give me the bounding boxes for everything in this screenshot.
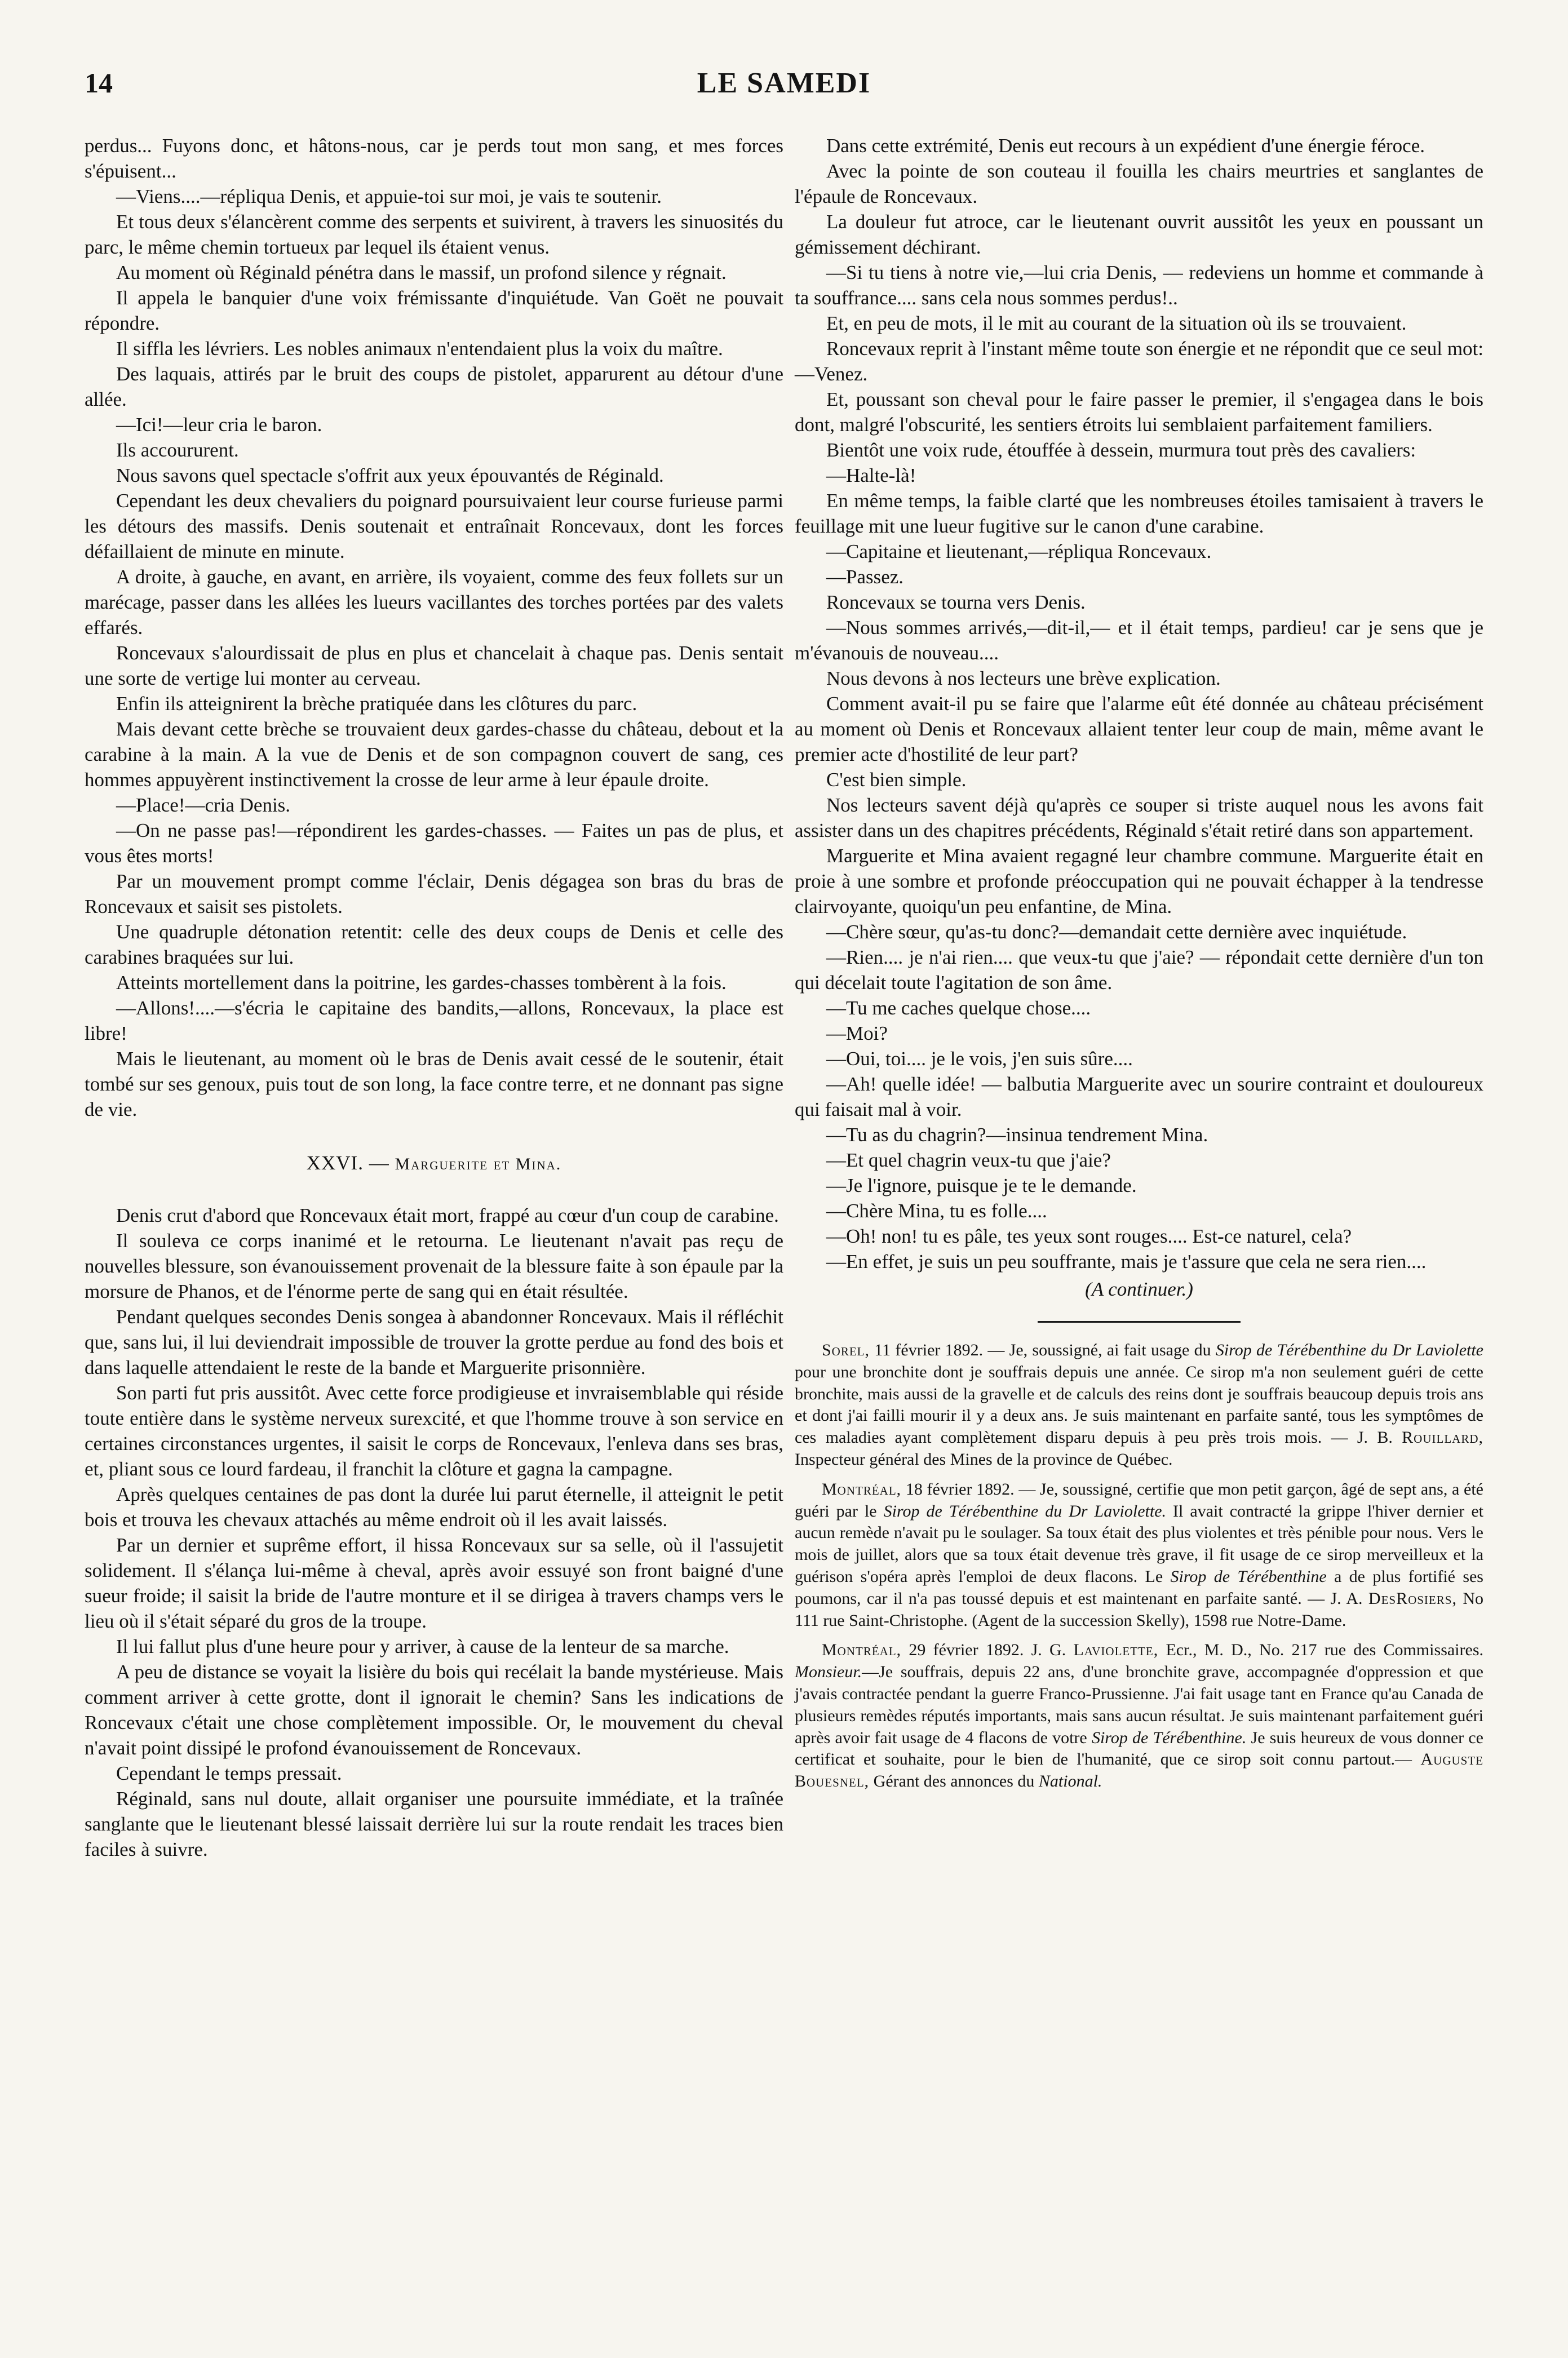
story-paragraph: Et, en peu de mots, il le mit au courant de la situation où ils se trouvaient.	[826, 312, 1407, 334]
story-paragraph: —Allons!....—s'écria le capitaine des bandits,—allons, Roncevaux, la place est libre!	[85, 997, 783, 1044]
story-paragraph: —Nous sommes arrivés,—dit-il,— et il était temps, pardieu! car je sens que je m'évanouis de nouveau....	[795, 617, 1483, 664]
story-paragraph: Mais le lieutenant, au moment où le bras de Denis avait cessé de le soutenir, était tombé sur ses genoux, puis tout de son long, la face contre terre, et ne donnant pas signe de vie.	[85, 1048, 783, 1120]
story-paragraph: Bientôt une voix rude, étouffée à dessein, murmura tout près des cavaliers:	[826, 439, 1416, 461]
story-paragraph: —Passez.	[826, 566, 904, 588]
story-paragraph: La douleur fut atroce, car le lieutenant ouvrit aussitôt les yeux en poussant un gémissement déchirant.	[795, 211, 1483, 258]
story-paragraph: Il appela le banquier d'une voix frémissante d'inquiétude. Van Goët ne pouvait répondre.	[85, 287, 783, 334]
story-paragraph: Nous savons quel spectacle s'offrit aux yeux épouvantés de Réginald.	[116, 464, 664, 486]
story-paragraph: —Chère Mina, tu es folle....	[826, 1200, 1047, 1222]
story-paragraph: En même temps, la faible clarté que les nombreuses étoiles tamisaient à travers le feuillage mit une lueur fugitive sur le canon d'une carabine.	[795, 490, 1483, 537]
page-number: 14	[85, 67, 113, 99]
story-paragraph: Roncevaux reprit à l'instant même toute son énergie et ne répondit que ce seul mot:—Venez.	[795, 338, 1483, 385]
story-paragraph: Pendant quelques secondes Denis songea à abandonner Roncevaux. Mais il réfléchit que, sans lui, il lui deviendrait impossible de trouver la grotte perdue au fond des bois et dans laquelle attendaient le reste de la bande et Marguerite prisonnière.	[85, 1306, 783, 1379]
story-paragraph: Marguerite et Mina avaient regagné leur chambre commune. Marguerite était en proie à une sombre et profonde préoccupation qui ne pouvait échapper à la tendresse clairvoyante, quoiqu'un peu enfantine, de Mina.	[795, 845, 1483, 918]
story-text-before-chapter	[85, 133, 783, 1122]
story-paragraph: —Oh! non! tu es pâle, tes yeux sont rouges.... Est-ce naturel, cela?	[826, 1225, 1352, 1247]
to-be-continued: (A continuer.)	[1085, 1278, 1193, 1300]
story-paragraph: Réginald, sans nul doute, allait organiser une poursuite immédiate, et la traînée sanglante que le lieutenant blessé laissait derrière lui sur la route rendait les traces bien faciles à suivre.	[85, 1788, 783, 1860]
story-paragraph: Enfin ils atteignirent la brèche pratiquée dans les clôtures du parc.	[116, 693, 637, 715]
page-header	[85, 67, 1483, 117]
story-paragraph: Son parti fut pris aussitôt. Avec cette force prodigieuse et invraisemblable qui réside toute entière dans le système nerveux surexcité, et que l'homme trouve à son service en certaines circonstances urgentes, il saisit le corps de Roncevaux, l'enleva dans ses bras, et, pliant sous ce lourd fardeau, il franchit la clôture et gagna la campagne.	[85, 1382, 783, 1480]
story-paragraph: Nous devons à nos lecteurs une brève explication.	[826, 667, 1221, 689]
story-paragraph: —Viens....—répliqua Denis, et appuie-toi sur moi, je vais te soutenir.	[116, 185, 662, 207]
story-text-continued	[795, 133, 1483, 1274]
left-column	[85, 133, 783, 1862]
story-paragraph: Roncevaux se tourna vers Denis.	[826, 591, 1086, 613]
story-paragraph: —Halte-là!	[826, 464, 916, 486]
story-paragraph: —On ne passe pas!—répondirent les gardes-chasses. — Faites un pas de plus, et vous êtes morts!	[85, 819, 783, 867]
story-paragraph: —Capitaine et lieutenant,—répliqua Roncevaux.	[826, 540, 1212, 562]
story-paragraph: A droite, à gauche, en avant, en arrière, ils voyaient, comme des feux follets sur un marécage, passer dans les allées les lueurs vacillantes des torches portées par des valets effarés.	[85, 566, 783, 639]
story-paragraph: Après quelques centaines de pas dont la durée lui parut éternelle, il atteignit le petit bois et trouva les chevaux attachés au même endroit où il les avait laissés.	[85, 1483, 783, 1531]
story-paragraph: Ils accoururent.	[116, 439, 239, 461]
story-paragraph: —Rien.... je n'ai rien.... que veux-tu que j'aie? — répondait cette dernière d'un ton qui décelait toute l'agitation de son âme.	[795, 946, 1483, 994]
right-column	[795, 133, 1483, 1793]
story-text-after-chapter	[85, 1203, 783, 1862]
story-paragraph: —En effet, je suis un peu souffrante, mais je t'assure que cela ne sera rien....	[826, 1251, 1427, 1273]
chapter-title: Marguerite et Mina.	[395, 1155, 562, 1173]
story-paragraph: Dans cette extrémité, Denis eut recours à un expédient d'une énergie féroce.	[826, 135, 1425, 157]
story-paragraph: Atteints mortellement dans la poitrine, les gardes-chasses tombèrent à la fois.	[116, 972, 727, 994]
story-paragraph: —Tu as du chagrin?—insinua tendrement Mina.	[826, 1124, 1208, 1146]
story-paragraph: Il lui fallut plus d'une heure pour y arriver, à cause de la lenteur de sa marche.	[116, 1635, 729, 1657]
story-paragraph: Il siffla les lévriers. Les nobles animaux n'entendaient plus la voix du maître.	[116, 338, 723, 360]
story-paragraph: —Ici!—leur cria le baron.	[116, 414, 322, 436]
story-paragraph: Et tous deux s'élancèrent comme des serpents et suivirent, à travers les sinuosités du parc, le même chemin tortueux par lequel ils étaient venus.	[85, 211, 783, 258]
syrup-advertisement	[795, 1340, 1483, 1793]
story-paragraph: Une quadruple détonation retentit: celle des deux coups de Denis et celle des carabines braquées sur lui.	[85, 921, 783, 968]
testimonial-sorel: Sorel, 11 février 1892. — Je, soussigné, ai fait usage du Sirop de Térébenthine du Dr Laviolette pour une bronchite dont je souffrais depuis une année. Ce sirop m'a non seulement guéri de cette bronchite, mais aussi de la gravelle et de calculs des reins dont je souffrais beaucoup depuis trois ans et dont j'ai failli mourir il y a deux ans. Je suis maintenant en parfaite santé, tous les symptômes de ces maladies ayant complètement disparu depuis à peu près trois mois. — J. B. Rouillard, Inspecteur général des Mines de la province de Québec.	[795, 1341, 1483, 1469]
story-paragraph: Il souleva ce corps inanimé et le retourna. Le lieutenant n'avait pas reçu de nouvelles blessure, son évanouissement provenait de la blessure faite à son épaule par la morsure de Phanos, et de l'énorme perte de sang qui en était résultée.	[85, 1230, 783, 1302]
story-paragraph: Comment avait-il pu se faire que l'alarme eût été donnée au château précisément au moment où Denis et Roncevaux allaient tenter leur coup de main, même avant le premier acte d'hostilité de leur part?	[795, 693, 1483, 765]
story-paragraph: —Si tu tiens à notre vie,—lui cria Denis, — redeviens un homme et commande à ta souffrance.... sans cela nous sommes perdus!..	[795, 261, 1483, 309]
story-paragraph: Mais devant cette brèche se trouvaient deux gardes-chasse du château, debout et la carabine à la main. A la vue de Denis et de son compagnon couvert de sang, ces hommes appuyèrent instinctivement la crosse de leur arme à leur épaule droite.	[85, 718, 783, 791]
chapter-heading	[85, 1150, 783, 1177]
story-paragraph: Par un dernier et suprême effort, il hissa Roncevaux sur sa selle, où il l'assujetit solidement. Il s'élança lui-même à cheval, après avoir essuyé son front baigné d'une sueur froide; il saisit la bride de l'autre monture et il se dirigea à travers champs vers le lieu où il s'était séparé du gros de la troupe.	[85, 1534, 783, 1632]
testimonial-montreal-1: Montréal, 18 février 1892. — Je, soussigné, certifie que mon petit garçon, âgé de sept ans, a été guéri par le Sirop de Térébenthine du Dr Laviolette. Il avait contracté la grippe l'hiver dernier et aucun remède n'avait pu le soulager. Sa toux était des plus violentes et très pénible pour nous. Vers le mois de juillet, alors que sa toux était devenue très grave, il fit usage de ce sirop merveilleux et la guérison s'opéra après l'emploi de deux flacons. Le Sirop de Térébenthine a de plus fortifié ses poumons, car il n'a pas toussé depuis et est maintenant en parfaite santé. — J. A. DesRosiers, No 111 rue Saint-Christophe. (Agent de la succession Skelly), 1598 rue Notre-Dame.	[795, 1479, 1483, 1630]
testimonial-montreal-2: Montréal, 29 février 1892. J. G. Laviolette, Ecr., M. D., No. 217 rue des Commissaires. Monsieur.—Je souffrais, depuis 22 ans, d'une bronchite grave, accompagnée d'oppression et que j'avais contractée pendant la guerre Franco-Prussienne. J'ai fait usage tant en France qu'au Canada de plusieurs remèdes réputés importants, mais sans aucun résultat. Je suis maintenant parfaitement guéri après avoir fait usage de 4 flacons de votre Sirop de Térébenthine. Je suis heureux de vous donner ce certificat et souhaite, pour le bien de l'humanité, que ce sirop soit connu partout.— Auguste Bouesnel, Gérant des annonces du National.	[795, 1641, 1483, 1791]
story-paragraph: perdus... Fuyons donc, et hâtons-nous, car je perds tout mon sang, et mes forces s'épuisent...	[85, 135, 783, 182]
story-paragraph: Et, poussant son cheval pour le faire passer le premier, il s'engagea dans le bois dont, malgré l'obscurité, les sentiers étroits lui semblaient parfaitement familiers.	[795, 388, 1483, 436]
story-paragraph: —Tu me caches quelque chose....	[826, 997, 1091, 1019]
story-paragraph: Des laquais, attirés par le bruit des coups de pistolet, apparurent au détour d'une allée.	[85, 363, 783, 410]
journal-title: LE SAMEDI	[697, 67, 871, 99]
story-paragraph: —Chère sœur, qu'as-tu donc?—demandait cette dernière avec inquiétude.	[826, 921, 1407, 943]
story-paragraph: C'est bien simple.	[826, 769, 967, 791]
section-divider	[1038, 1321, 1241, 1323]
story-paragraph: Au moment où Réginald pénétra dans le massif, un profond silence y régnait.	[116, 261, 727, 283]
story-paragraph: —Oui, toi.... je le vois, j'en suis sûre....	[826, 1048, 1133, 1070]
story-paragraph: Denis crut d'abord que Roncevaux était mort, frappé au cœur d'un coup de carabine.	[116, 1204, 779, 1226]
story-paragraph: A peu de distance se voyait la lisière du bois qui recélait la bande mystérieuse. Mais comment arriver à cette grotte, dont il ignorait le chemin? Sans les indications de Roncevaux c'était une chose complètement impossible. Or, le mouvement du cheval n'avait point dissipé le profond évanouissement de Roncevaux.	[85, 1661, 783, 1759]
story-paragraph: —Place!—cria Denis.	[116, 794, 291, 816]
story-paragraph: Cependant le temps pressait.	[116, 1762, 342, 1784]
story-paragraph: —Et quel chagrin veux-tu que j'aie?	[826, 1149, 1111, 1171]
chapter-number: XXVI. —	[306, 1152, 389, 1174]
story-paragraph: —Moi?	[826, 1022, 888, 1044]
story-paragraph: Roncevaux s'alourdissait de plus en plus et chancelait à chaque pas. Denis sentait une sorte de vertige lui monter au cerveau.	[85, 642, 783, 689]
story-paragraph: Cependant les deux chevaliers du poignard poursuivaient leur course furieuse parmi les détours des massifs. Denis soutenait et entraînait Roncevaux, dont les forces défaillaient de minute en minute.	[85, 490, 783, 562]
story-paragraph: Avec la pointe de son couteau il fouilla les chairs meurtries et sanglantes de l'épaule de Roncevaux.	[795, 160, 1483, 207]
story-paragraph: Par un mouvement prompt comme l'éclair, Denis dégagea son bras du bras de Roncevaux et saisit ses pistolets.	[85, 870, 783, 918]
story-paragraph: —Ah! quelle idée! — balbutia Marguerite avec un sourire contraint et douloureux qui faisait mal à voir.	[795, 1073, 1483, 1120]
story-paragraph: Nos lecteurs savent déjà qu'après ce souper si triste auquel nous les avons fait assister dans un des chapitres précédents, Réginald s'était retiré dans son appartement.	[795, 794, 1483, 841]
story-paragraph: —Je l'ignore, puisque je te le demande.	[826, 1174, 1137, 1196]
